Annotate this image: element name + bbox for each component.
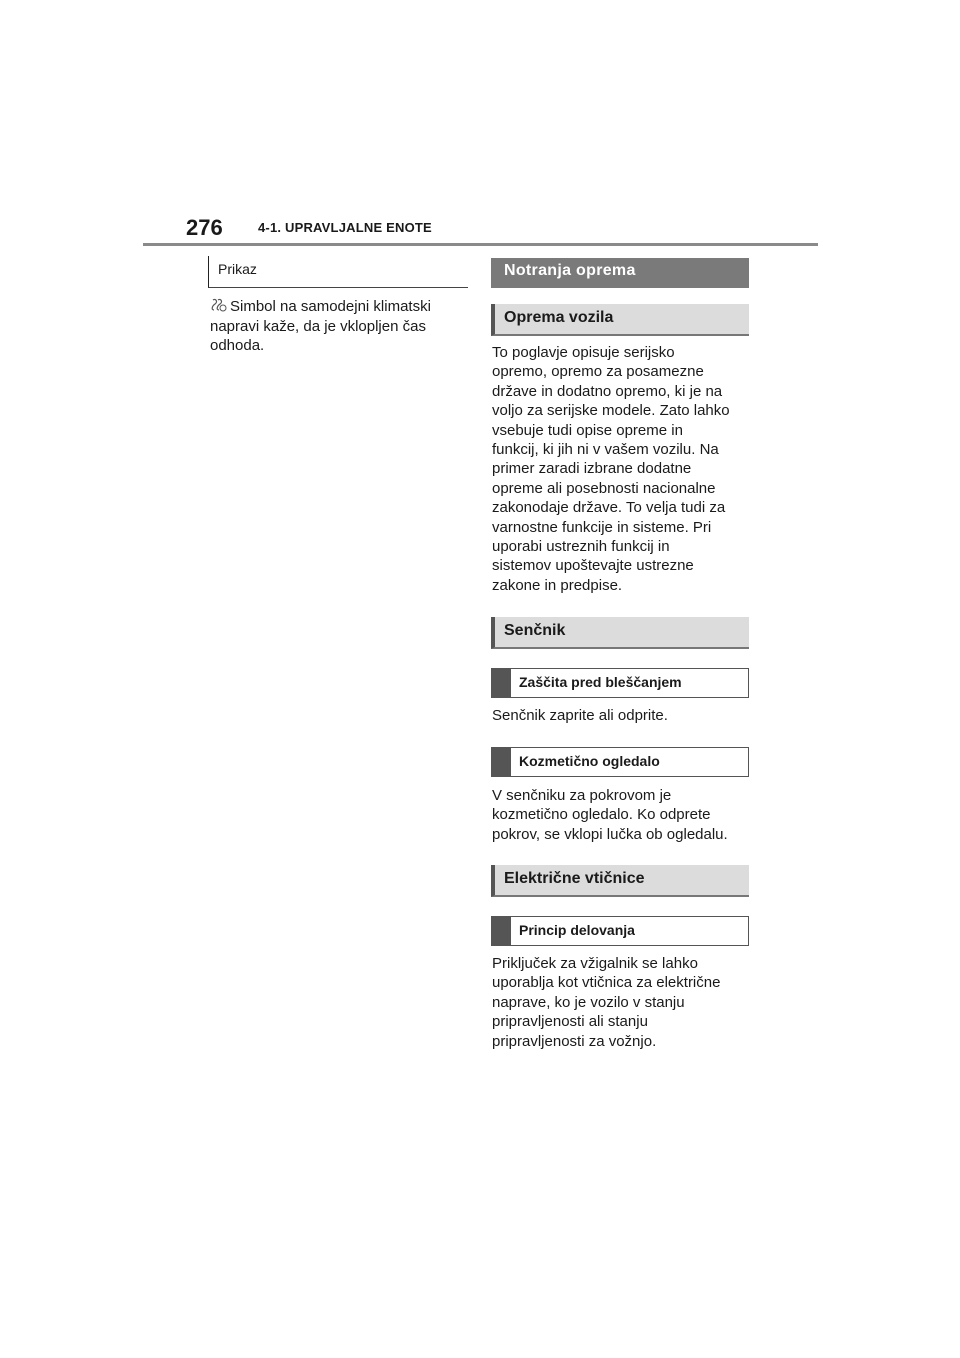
subheading-vanity-mirror (491, 747, 749, 777)
paragraph-vehicle-equipment (492, 343, 754, 595)
text-line: Priključek za vžigalnik se lahko (492, 955, 698, 972)
text-line: pripravljenosti ali stanju (492, 1013, 648, 1031)
description-line: napravi kaže, da je vklopljen čas (210, 317, 426, 335)
text-line: To poglavje opisuje serijsko (492, 344, 675, 361)
paragraph-operating-principle (492, 954, 754, 1051)
text-line: vsebuje tudi opise opreme in (492, 421, 683, 439)
text-line: pripravljenosti za vožnjo. (492, 1032, 657, 1050)
text-line: V senčniku za pokrovom je (492, 787, 672, 804)
text-line: zakonodaje države. To velja tudi za (492, 499, 726, 517)
text-line: naprave, ko je vozilo v stanju (492, 993, 685, 1011)
display-heading-box (208, 256, 468, 288)
text-line: primer zaradi izbrane dodatne (492, 460, 692, 478)
heading-sun-visor: Senčnik (491, 617, 749, 649)
section-heading-interior: Notranja oprema (491, 258, 749, 288)
subheading-label: Kozmetično ogledalo (519, 753, 660, 769)
header-divider (143, 243, 818, 246)
chapter-title: 4-1. UPRAVLJALNE ENOTE (258, 220, 432, 235)
text-line: opreme ali posebnosti nacionalne (492, 479, 716, 497)
text-line: uporabi ustreznih funkcij in (492, 538, 670, 556)
description-line: Simbol na samodejni klimatski (230, 298, 431, 315)
paragraph-vanity-mirror (492, 786, 754, 844)
subheading-label: Zaščita pred bleščanjem (519, 674, 682, 690)
heading-vehicle-equipment: Oprema vozila (491, 304, 749, 336)
paragraph-glare-protection (492, 706, 754, 725)
climate-timer-icon (210, 298, 227, 312)
description-line: odhoda. (210, 337, 265, 354)
text-line: varnostne funkcije in sisteme. Pri (492, 518, 712, 536)
text-line: sistemov upoštevajte ustrezne (492, 557, 694, 575)
subheading-glare-protection (491, 668, 749, 698)
text-line: pokrov, se vklopi lučka ob ogledalu. (492, 825, 728, 843)
display-heading: Prikaz (218, 261, 257, 277)
text-line: države in dodatno opremo, ki je na (492, 382, 723, 400)
text-line: uporablja kot vtičnica za električne (492, 974, 721, 992)
text-line: opremo, opremo za posamezne (492, 363, 704, 381)
subheading-operating-principle (491, 916, 749, 946)
display-description (210, 297, 472, 356)
heading-power-sockets: Električne vtičnice (491, 865, 749, 897)
subheading-label: Princip delovanja (519, 922, 635, 938)
text-line: zakone in predpise. (492, 576, 623, 594)
text-line: voljo za serijske modele. Zato lahko (492, 402, 730, 420)
page-number: 276 (186, 215, 223, 240)
text-line: funkcij, ki jih ni v vašem vozilu. Na (492, 441, 719, 459)
text-line: Senčnik zaprite ali odprite. (492, 707, 668, 724)
text-line: kozmetično ogledalo. Ko odprete (492, 806, 711, 824)
